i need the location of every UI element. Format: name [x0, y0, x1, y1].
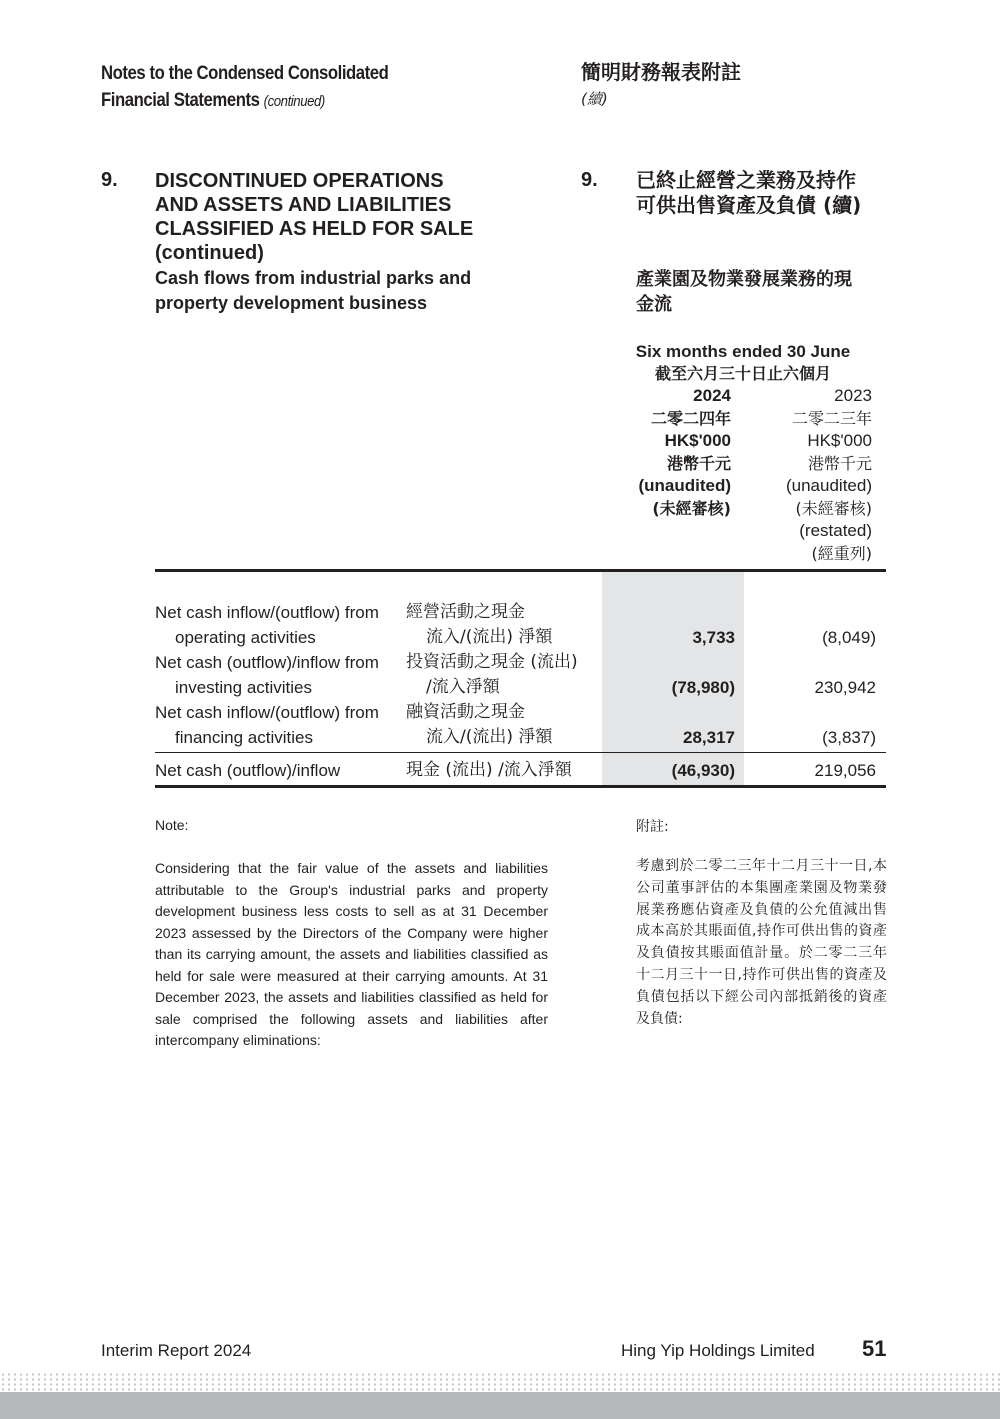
table-top-rule	[155, 569, 886, 572]
footer-grey-band	[0, 1392, 1000, 1419]
table-row-investing-en	[155, 650, 379, 700]
header-title-zh	[581, 58, 741, 112]
note-label-zh: 附註:	[636, 819, 669, 835]
section-number-en: 9.	[101, 169, 118, 191]
value-investing-2024: (78,980)	[671, 678, 735, 697]
period-label-zh: 截至六月三十日止六個月	[654, 364, 831, 383]
section-title-en	[155, 169, 555, 265]
row-label-zh-line2: 流入/(流出) 淨額	[426, 727, 553, 747]
column-currency: HK$'000	[807, 431, 872, 450]
row-label-line2: operating activities	[175, 628, 316, 647]
column-currency-zh: 港幣千元	[666, 453, 731, 473]
column-header-2023	[712, 385, 872, 565]
subtitle-en-line: property development business	[155, 293, 428, 313]
table-total-en: Net cash (outflow)/inflow	[155, 761, 341, 780]
section-title-zh	[636, 168, 896, 218]
column-restated: (restated)	[799, 521, 872, 540]
header-title-en	[101, 60, 388, 115]
header-title-zh-text: 簡明財務報表附註	[581, 60, 741, 84]
row-label-line2: investing activities	[175, 678, 313, 697]
subtitle-en	[155, 266, 555, 316]
value-investing-2023: 230,942	[814, 678, 876, 697]
footer-company-name: Hing Yip Holdings Limited	[621, 1341, 815, 1360]
row-label-zh-line1: 融資活動之現金	[406, 702, 525, 722]
section-number-zh: 9.	[581, 169, 598, 191]
table-bottom-rule	[155, 785, 886, 788]
column-header-2024	[571, 385, 731, 520]
subtitle-zh-line: 產業園及物業發展業務的現	[636, 269, 852, 290]
section-title-en-line: DISCONTINUED OPERATIONS	[155, 170, 444, 192]
header-title-line1: Notes to the Condensed Consolidated	[101, 63, 389, 84]
table-row-investing-zh	[406, 650, 578, 700]
column-year: 2023	[834, 386, 872, 405]
column-year-zh: 二零二四年	[650, 408, 731, 428]
total-value-2023: 219,056	[814, 761, 876, 780]
column-currency: HK$'000	[664, 431, 731, 450]
row-label-line1: Net cash inflow/(outflow) from	[155, 603, 379, 622]
period-label-en: Six months ended 30 June	[635, 342, 851, 361]
section-title-en-line: CLASSIFIED AS HELD FOR SALE	[155, 218, 474, 240]
subtitle-zh-line: 金流	[636, 294, 672, 315]
column-currency-zh: 港幣千元	[807, 453, 872, 473]
header-continued-zh: (續)	[581, 90, 608, 108]
section-title-en-line: (continued)	[155, 242, 264, 264]
header-continued-en: (continued)	[263, 93, 325, 110]
row-label-line2: financing activities	[175, 728, 313, 747]
row-label-zh-line2: /流入淨額	[426, 677, 500, 697]
value-financing-2023: (3,837)	[822, 728, 876, 747]
column-audit: (unaudited)	[638, 476, 731, 495]
section-title-zh-line: 已終止經營之業務及持作	[636, 168, 856, 192]
column-restated-zh: (經重列)	[811, 543, 872, 563]
row-label-zh-line1: 投資活動之現金 (流出)	[406, 652, 578, 672]
footer-report-title: Interim Report 2024	[101, 1341, 252, 1360]
subtitle-zh	[636, 267, 886, 317]
note-text-zh: 考慮到於二零二三年十二月三十一日,本公司董事評估的本集團產業園及物業發展業務應佔資產及負債的公允值減出售成本高於其賬面值,持作可供出售的資產及負債按其賬面值計量。於二零二三年十二月三十一日,持作可供出售的資產及負債包括以下經公司內部抵銷後的資產及負債:	[636, 858, 887, 1027]
table-total-zh: 現金 (流出) /流入淨額	[406, 760, 572, 780]
note-text-en: Considering that the fair value of the assets and liabilities attributable to the Group's industrial parks and property development business less costs to sell as at 31 December 2023 assessed by the Directors of the Company were higher than its carrying amount, the assets and liabilities classified as held for sale were measured at their carrying amounts. At 31 December 2023, the assets and liabilities classified as held for sale comprised the following assets and liabilities after intercompany eliminations:	[155, 860, 548, 1048]
column-audit: (unaudited)	[785, 476, 872, 495]
section-title-en-line: AND ASSETS AND LIABILITIES	[155, 194, 452, 216]
subtitle-en-line: Cash flows from industrial parks and	[155, 268, 472, 288]
note-label-en: Note:	[155, 817, 189, 833]
table-row-operating-zh	[406, 600, 552, 650]
footer-dot-pattern	[0, 1372, 1000, 1392]
row-label-line1: Net cash inflow/(outflow) from	[155, 703, 379, 722]
row-label-line1: Net cash (outflow)/inflow from	[155, 653, 379, 672]
column-year: 2024	[693, 386, 731, 405]
table-row-operating-en	[155, 600, 379, 650]
page-number: 51	[862, 1336, 887, 1361]
row-label-zh-line1: 經營活動之現金	[406, 602, 525, 622]
value-operating-2023: (8,049)	[822, 628, 876, 647]
section-title-zh-line: 可供出售資產及負債 (續)	[636, 193, 862, 217]
column-audit-zh: (未經審核)	[795, 498, 872, 518]
header-title-line2: Financial Statements	[101, 90, 260, 111]
column-audit-zh: (未經審核)	[652, 498, 731, 518]
subtotal-rule	[155, 752, 886, 753]
table-row-financing-en	[155, 700, 379, 750]
total-value-2024: (46,930)	[671, 761, 735, 780]
table-row-financing-zh	[406, 700, 552, 750]
value-operating-2024: 3,733	[692, 628, 735, 647]
column-year-zh: 二零二三年	[791, 408, 872, 428]
value-financing-2024: 28,317	[683, 728, 735, 747]
row-label-zh-line2: 流入/(流出) 淨額	[426, 627, 553, 647]
